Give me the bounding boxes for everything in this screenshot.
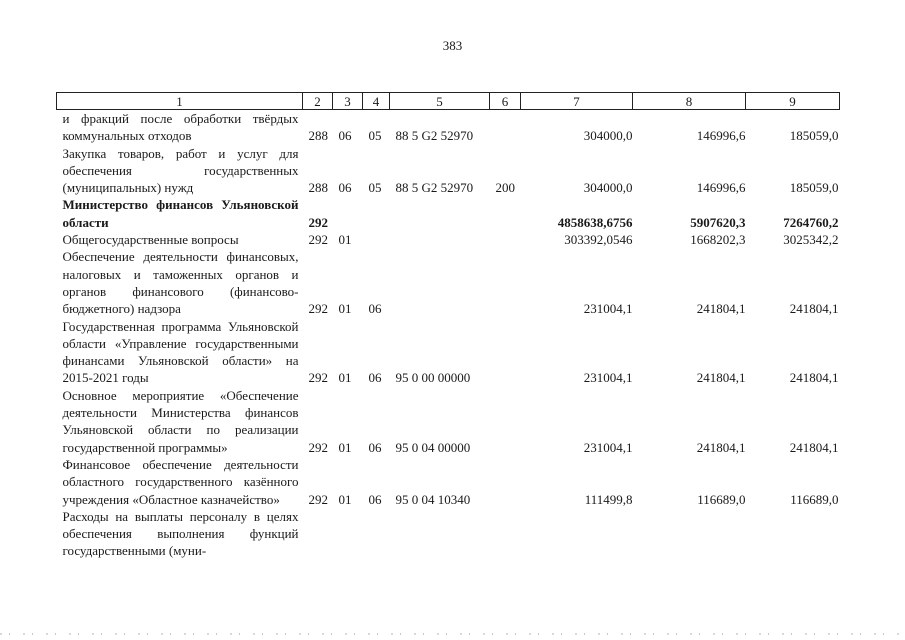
amount-year-2: 5907620,3 <box>690 214 746 230</box>
target-article-code <box>390 508 490 560</box>
amount-year-1: 231004,1 <box>583 439 633 455</box>
column-header-5: 5 <box>390 93 490 110</box>
amount-year-3: 241804,1 <box>789 301 839 317</box>
amount-year-2: 241804,1 <box>696 370 746 386</box>
subsection-code: 06 <box>368 370 382 386</box>
column-header-9: 9 <box>746 93 840 110</box>
expense-type-code <box>490 110 521 145</box>
chief-administrator-code <box>303 508 333 560</box>
row-description: Министерство финансов Ульяновской области <box>62 197 299 230</box>
amount-year-2: 116689,0 <box>697 491 746 507</box>
amount-year-3: 241804,1 <box>789 370 839 386</box>
amount-year-1: 303392,0546 <box>564 232 633 248</box>
row-description: и фракций после обработки твёрдых коммунальных отходов <box>62 111 299 144</box>
subsection-code: 05 <box>368 128 382 144</box>
amount-year-2: 146996,6 <box>696 180 746 196</box>
table-row <box>57 318 840 387</box>
table-row <box>57 248 840 317</box>
chief-administrator-code: 292 <box>308 301 328 317</box>
target-article-code <box>390 196 490 231</box>
section-code: 01 <box>338 439 352 455</box>
column-header-2: 2 <box>303 93 333 110</box>
target-article-code <box>390 248 490 317</box>
row-description: Финансовое обеспечение деятельности областного государственного казённого учреждения «Областное казначейство» <box>62 456 299 507</box>
amount-year-1: 4858638,6756 <box>557 214 633 230</box>
expense-type-code <box>490 508 521 560</box>
target-article-code <box>390 231 490 248</box>
amount-year-3: 116689,0 <box>790 491 839 507</box>
chief-administrator-code: 292 <box>308 491 328 507</box>
page-number: 383 <box>442 38 463 53</box>
table-row <box>57 145 840 197</box>
section-code <box>333 508 363 560</box>
section-code: 01 <box>338 301 352 317</box>
section-code: 01 <box>338 232 352 248</box>
table-row <box>57 110 840 145</box>
expense-type-code <box>490 456 521 508</box>
chief-administrator-code: 288 <box>308 128 328 144</box>
subsection-code <box>363 508 390 560</box>
amount-year-1: 304000,0 <box>583 180 633 196</box>
subsection-code <box>363 231 390 248</box>
target-article-code: 88 5 G2 52970 <box>395 180 474 196</box>
row-description: Расходы на выплаты персоналу в целях обеспечения выполнения функций государственными (муни- <box>62 508 299 559</box>
subsection-code: 06 <box>368 301 382 317</box>
expense-type-code <box>490 318 521 387</box>
budget-table <box>56 92 840 560</box>
row-description: Обеспечение деятельности финансовых, налоговых и таможенных органов и органов финансового (финансово-бюджетного) надзора <box>62 249 299 317</box>
expense-type-code <box>490 387 521 456</box>
target-article-code: 88 5 G2 52970 <box>395 128 474 144</box>
amount-year-3: 3025342,2 <box>783 232 839 248</box>
subsection-code: 06 <box>368 439 382 455</box>
section-code: 01 <box>338 491 352 507</box>
table-row <box>57 196 840 231</box>
subsection-code: 05 <box>368 180 382 196</box>
scan-noise-line <box>0 633 905 635</box>
amount-year-2: 241804,1 <box>696 439 746 455</box>
chief-administrator-code: 292 <box>308 214 328 230</box>
expense-type-code <box>490 231 521 248</box>
table-row <box>57 387 840 456</box>
target-article-code: 95 0 04 10340 <box>395 491 471 507</box>
amount-year-3: 185059,0 <box>789 128 839 144</box>
column-header-6: 6 <box>490 93 521 110</box>
amount-year-1: 111499,8 <box>584 491 633 507</box>
amount-year-1: 304000,0 <box>583 128 633 144</box>
expense-type-code <box>490 248 521 317</box>
amount-year-3: 185059,0 <box>789 180 839 196</box>
target-article-code: 95 0 00 00000 <box>395 370 471 386</box>
amount-year-2: 146996,6 <box>696 128 746 144</box>
table-row <box>57 508 840 560</box>
table-row <box>57 456 840 508</box>
column-header-4: 4 <box>363 93 390 110</box>
subsection-code <box>363 196 390 231</box>
amount-year-1 <box>521 508 633 560</box>
section-code: 06 <box>338 128 352 144</box>
chief-administrator-code: 292 <box>308 232 328 248</box>
target-article-code: 95 0 04 00000 <box>395 439 471 455</box>
amount-year-3: 241804,1 <box>789 439 839 455</box>
amount-year-1: 231004,1 <box>583 301 633 317</box>
section-code <box>333 196 363 231</box>
column-header-8: 8 <box>633 93 746 110</box>
amount-year-3: 7264760,2 <box>783 214 839 230</box>
section-code: 06 <box>338 180 352 196</box>
amount-year-3 <box>746 508 840 560</box>
chief-administrator-code: 292 <box>308 439 328 455</box>
column-number-header-row <box>57 93 840 110</box>
amount-year-2: 241804,1 <box>696 301 746 317</box>
row-description: Закупка товаров, работ и услуг для обеспечения государственных (муниципальных) нужд <box>62 145 299 196</box>
column-header-1: 1 <box>57 93 303 110</box>
amount-year-1: 231004,1 <box>583 370 633 386</box>
subsection-code: 06 <box>368 491 382 507</box>
row-description: Государственная программа Ульяновской области «Управление государственными финансами Ульяновской области» на 2015-2021 годы <box>62 318 299 386</box>
expense-type-code <box>490 196 521 231</box>
table-body <box>57 93 840 560</box>
row-description: Основное мероприятие «Обеспечение деятельности Министерства финансов Ульяновской области по реализации государственной программы» <box>62 387 299 455</box>
column-header-3: 3 <box>333 93 363 110</box>
column-header-7: 7 <box>521 93 633 110</box>
section-code: 01 <box>338 370 352 386</box>
amount-year-2: 1668202,3 <box>690 232 746 248</box>
amount-year-2 <box>633 508 746 560</box>
row-description: Общегосударственные вопросы <box>62 232 239 248</box>
expense-type-code: 200 <box>495 180 515 196</box>
chief-administrator-code: 288 <box>308 180 328 196</box>
chief-administrator-code: 292 <box>308 370 328 386</box>
table-row <box>57 231 840 248</box>
